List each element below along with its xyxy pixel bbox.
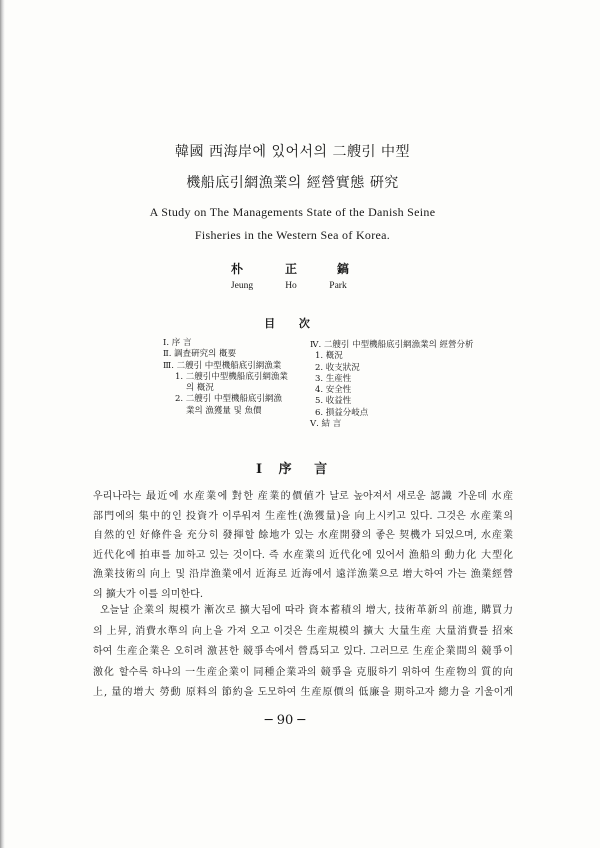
body-line: 近代化에 拍車를 加하고 있는 것이다. 즉 水産業의 近代化에 있어서 漁船의 動力化 大型化 (93, 549, 513, 561)
toc-item: Ⅰ. 序 言 (163, 338, 192, 348)
body-line: 의 上昇, 消費水準의 向上을 가져 오고 이것은 生産規模의 擴大 大量生産 大量消費를 招來 (93, 625, 513, 637)
toc-item: 5. 收益性 (315, 396, 352, 407)
toc-item: 2. 收支狀況 (315, 362, 360, 373)
toc-left-column (163, 338, 288, 417)
title-korean-line: 韓國 西海岸에 있어서의 二艘引 中型 (175, 144, 410, 160)
author-romanized: Park (329, 281, 347, 291)
body-paragraph (93, 601, 513, 704)
toc-item: 4. 安全性 (315, 385, 352, 396)
toc-item: 1. 二艘引中型機船底引網漁業 (175, 371, 288, 382)
toc-item: Ⅲ. 二艘引 中型機船底引網漁業 (163, 360, 282, 371)
author-romanized: Ho (285, 281, 297, 291)
toc-heading: 目 次 (264, 317, 310, 330)
toc-item: Ⅴ. 結 言 (310, 419, 342, 430)
section-title: 序 言 (278, 462, 328, 477)
page-number: ─ 90 ─ (264, 713, 306, 728)
title-english-line: A Study on The Managements State of the Danish Seine (149, 205, 436, 219)
section-heading (256, 458, 327, 477)
toc-item: 3. 生産性 (315, 373, 352, 384)
author-romanized: Jeung (230, 281, 254, 291)
body-line: 自然的인 好條件을 充分히 發揮할 餘地가 있는 水産開發의 좋은 契機가 되었으며, 水産業 (93, 530, 513, 542)
scan-edge (0, 0, 5, 848)
title-korean-line: 機船底引網漁業의 經營實態 硏究 (186, 175, 399, 191)
author-hanja: 正 (284, 262, 297, 276)
author-hanja: 朴 (230, 262, 243, 276)
body-line: 의 擴大가 이를 의미한다. (93, 588, 203, 600)
body-line: 漁業技術의 向上 및 沿岸漁業에서 近海로 近海에서 遠洋漁業으로 增大하여 가는 漁業經營 (93, 569, 513, 581)
toc-item: 의 槪況 (186, 383, 214, 394)
toc-item: 6. 損益分岐点 (315, 407, 369, 418)
section-number: Ⅰ (256, 462, 263, 477)
body-line: 上, 量的增大 勞動 原料의 節約을 도모하여 生産原價의 低廉을 期하고자 總力을 기울이게 (93, 687, 513, 698)
body-paragraph (93, 487, 513, 605)
body-line: 하여 生産企業은 오히려 激甚한 競爭속에서 營爲되고 있다. 그러므로 生産企業間의 競爭이 (93, 646, 513, 657)
toc-item: Ⅳ. 二艘引 中型機船底引網漁業의 經營分析 (310, 340, 474, 350)
body-line: 部門에의 集中的인 投資가 이루워져 生産性(漁獲量)을 向上시키고 있다. 그것은 水産業의 (93, 510, 513, 522)
toc-item: 業의 漁獲量 및 魚價 (186, 405, 262, 416)
toc-item: 1. 槪況 (315, 351, 343, 362)
title-english-line: Fisheries in the Western Sea of Korea. (194, 228, 391, 242)
toc-right-column (310, 340, 474, 430)
body-line: 激化 할수록 하나의 一生産企業이 同種企業과의 競爭을 克服하기 위하여 生産物의 質的向 (93, 666, 513, 678)
toc-item: 2. 二艘引 中型機船底引網漁 (175, 394, 283, 405)
author-hanja: 鎬 (336, 262, 349, 276)
body-line: 오늘날 企業의 規模가 漸次로 擴大됨에 따라 資本蓄積의 增大, 技術革新의 前進, 購買力 (100, 605, 513, 616)
body-line: 우리나라는 最近에 水産業에 對한 産業的價値가 날로 높아져서 새로운 認識 가운데 水産 (93, 491, 513, 502)
toc-item: Ⅱ. 調査硏究의 槪要 (163, 349, 237, 360)
